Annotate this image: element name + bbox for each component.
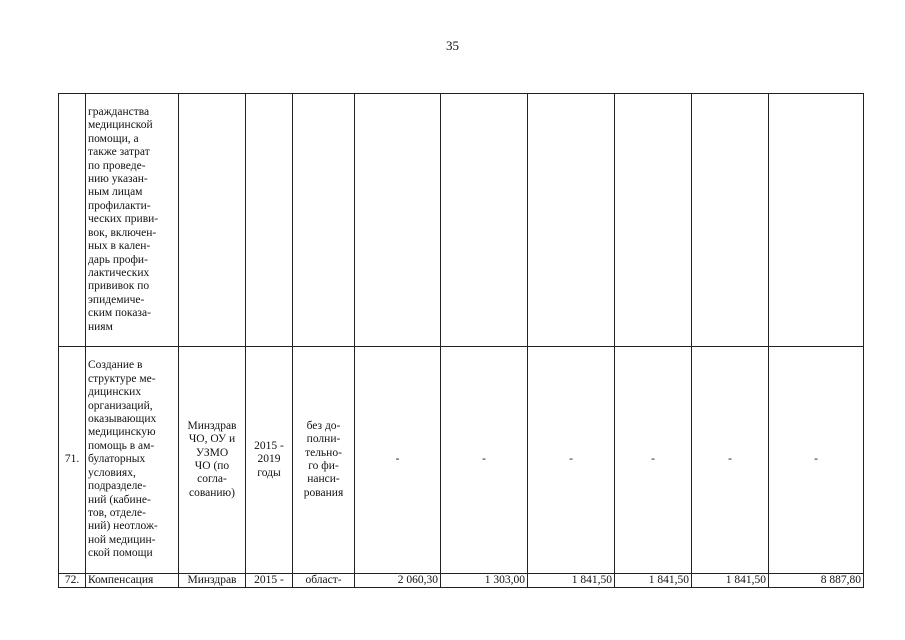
table-row	[59, 347, 864, 574]
table-row	[59, 574, 864, 588]
table-row	[59, 94, 864, 347]
page-number: 35	[446, 38, 459, 53]
value-cell: 1 841,50	[692, 574, 769, 588]
value-cell: -	[441, 347, 528, 574]
years-cell	[246, 94, 293, 347]
years-cell: 2015 - 2019 годы	[246, 347, 293, 574]
value-cell: 1 841,50	[528, 574, 615, 588]
row-number: 72.	[59, 574, 86, 588]
measure-description: Компенсация	[86, 574, 179, 588]
total-cell	[769, 94, 864, 347]
funding-source-cell	[293, 94, 355, 347]
measure-description: гражданства медицинской помощи, а также затрат по проведе- нию указан- ным лицам профилакти- ческих приви- вок, включен- ных в кален- дарь профи- лактических прививок по эпидемиче- ским показа- ниям	[86, 94, 179, 347]
value-cell: -	[692, 347, 769, 574]
measure-description: Создание в структуре ме- дицинских организаций, оказывающих медицинскую помощь в ам- булаторных условиях, подразделе- ний (кабине- тов, отделе- ний) неотлож- ной медицин- ской помощи	[86, 347, 179, 574]
funding-source-cell: без до- полни- тельно- го фи- нанси- рования	[293, 347, 355, 574]
executor-cell	[179, 94, 246, 347]
value-cell	[615, 94, 692, 347]
value-cell: 1 841,50	[615, 574, 692, 588]
value-cell: -	[528, 347, 615, 574]
value-cell	[528, 94, 615, 347]
value-cell: -	[615, 347, 692, 574]
value-cell	[355, 94, 441, 347]
value-cell	[692, 94, 769, 347]
total-cell: -	[769, 347, 864, 574]
row-number	[59, 94, 86, 347]
funding-source-cell: област-	[293, 574, 355, 588]
executor-cell: Минздрав ЧО, ОУ и УЗМО ЧО (по согла- сованию)	[179, 347, 246, 574]
value-cell: 2 060,30	[355, 574, 441, 588]
executor-cell: Минздрав	[179, 574, 246, 588]
total-cell: 8 887,80	[769, 574, 864, 588]
value-cell	[441, 94, 528, 347]
program-measures-table	[58, 93, 864, 588]
value-cell: -	[355, 347, 441, 574]
row-number: 71.	[59, 347, 86, 574]
years-cell: 2015 -	[246, 574, 293, 588]
value-cell: 1 303,00	[441, 574, 528, 588]
